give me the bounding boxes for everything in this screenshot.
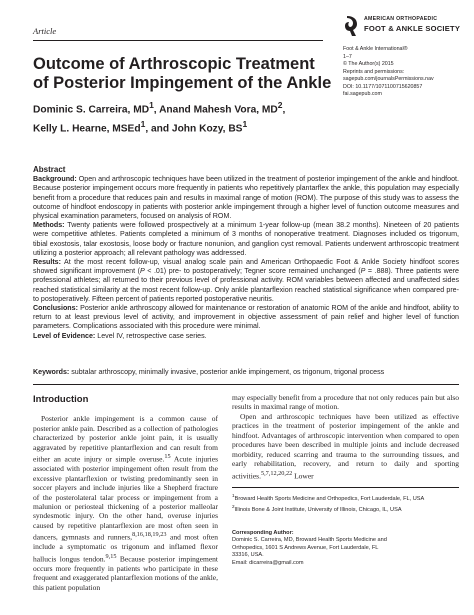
section-text: Level IV, retrospective case series.	[97, 331, 207, 340]
p-value-symbol: P	[139, 267, 145, 276]
body-paragraph: may especially benefit from a procedure that not only reduces pain but also results in maximal range of motion.	[232, 393, 459, 412]
abstract-results	[33, 258, 459, 304]
section-text: Twenty patients were followed prospectively at a minimum 1-year follow-up (mean 38.2 months). Nineteen of 20 patients were competitive athletes. Patients completed a minimum of 3 months of nonoperative treatment. Diagnoses included os trigonum, tibial exostosis, talar exostosis, loose body or fracture nonunion, and ganglion cyst removal. Patients underwent arthroscopic treatment utilizing a posterior approach; all relevant pathology was addressed.	[33, 221, 460, 257]
affiliation-mark: 1	[232, 493, 235, 498]
section-label: Conclusions:	[33, 304, 78, 313]
header-rule	[33, 40, 323, 41]
citation[interactable]: 5,7,12,20,22	[260, 469, 293, 477]
author-name: , Anand Mahesh Vora, MD	[153, 104, 278, 116]
section-text: At the most recent follow-up, visual analog scale pain and American Orthopaedic Foot & Ankle Society hindfoot scores showed significant improvement (	[33, 258, 459, 276]
affiliation-text: Broward Health Sports Medicine and Orthopedics, Fort Lauderdale, FL, USA	[234, 495, 425, 502]
abstract-methods	[33, 221, 459, 258]
author-name: Kelly L. Hearne, MSEd	[33, 123, 141, 135]
affiliation-mark: 2	[277, 100, 283, 110]
logo-text-line2: FOOT & ANKLE SOCIETY	[364, 24, 461, 33]
abstract-conclusions	[33, 304, 459, 332]
body-paragraph	[33, 414, 218, 592]
corresponding-author-line: Orthopedics, 1601 S Andrews Avenue, Fort Lauderdale, FL	[232, 544, 379, 551]
affiliation-mark: 1	[140, 119, 146, 130]
corresponding-author-email[interactable]: Email: dicarreira@gmail.com	[232, 559, 304, 566]
body-right-column	[232, 393, 459, 481]
section-label: Methods:	[33, 221, 65, 230]
introduction-heading: Introduction	[33, 394, 89, 405]
corresponding-author-heading: Corresponding Author:	[232, 530, 294, 536]
author-name: Dominic S. Carreira, MD	[33, 104, 150, 116]
logo-text-line1: AMERICAN ORTHOPAEDIC	[364, 16, 438, 22]
affiliation-1	[232, 492, 459, 503]
paragraph-text: Lower	[292, 471, 314, 481]
section-text: < .01) pre- to postoperatively; Tegner score remained unchanged (	[144, 267, 361, 276]
paragraph-text: Acute injuries associated with posterior impingement often result from the excessive plantarflexion or twisting predominantly seen in soccer players and include injuries like a Shepherd fracture of the posterolateral talar process or impingement from a malunion or periosteal thickening of a posterior malleolar syndesmotic injury. On the other hand, overuse injuries caused by repetitive plantarflexion are most often seen in dancers, gymnasts and runners,	[33, 454, 218, 542]
journal-logo	[343, 14, 468, 40]
paragraph-text: Because posterior impingement occurs more frequently in patients who participate in these frequent and exaggerated plantarflexion motions of the ankle, this patient population	[33, 554, 218, 592]
page-range: 1–7	[343, 53, 352, 60]
paragraph-text: Posterior ankle impingement is a common cause of posterior ankle pain. Described as a collection of pathologies characterized by posterior ankle joint pain, it is usually aggravated by repetitive plantarflexion and can result from either an acute injury or simple overuse.	[33, 414, 218, 464]
citation[interactable]: 15	[164, 453, 171, 461]
author-separator: ,	[282, 104, 286, 116]
article-title: Outcome of Arthroscopic Treatment of Posterior Impingement of the Ankle	[33, 55, 332, 92]
copyright: © The Author(s) 2015	[343, 61, 394, 67]
affiliation-2	[232, 503, 459, 514]
section-label: Results:	[33, 258, 61, 267]
keywords-text: subtalar arthroscopy, minimally invasive, posterior ankle impingement, os trigonum, trigonal process	[71, 368, 385, 376]
section-text: Open and arthroscopic techniques have been utilized in the treatment of posterior impingement of the ankle and hindfoot. Because posterior impingement occurs more frequently in patients who repetitively plantarflex the ankle, this population may especially benefit from a procedure that reduces pain and results in maximal range of motion (ROM). The purpose of this study was to assess the outcome of hindfoot endoscopy in patients with posterior ankle impingement through a higher level of function outcome measures and physical examination parameters, focused on analysis of ROM.	[33, 175, 459, 221]
author-list	[33, 98, 333, 137]
affiliation-mark: 1	[149, 100, 154, 110]
keywords	[33, 368, 459, 377]
corresponding-author-line: Dominic S. Carreira, MD, Broward Health Sports Medicine and	[232, 537, 387, 544]
footnote-rule	[232, 487, 459, 488]
journal-name: Foot & Ankle International®	[343, 46, 408, 52]
body-left-column	[33, 395, 218, 592]
author-name: , and John Kozy, BS	[145, 123, 243, 135]
abstract-background	[33, 175, 459, 221]
abstract	[33, 165, 459, 341]
citation[interactable]: 9,15	[105, 552, 117, 560]
section-text: = .888). Three patients were professional athletes; all returned to their previous level of professional activity. ROM variables between affected and unaffected sides reached statistical similarity at the most recent follow-up. Only ankle plantarflexion reached statistical significance when compared pre- to postoperatively. Fifteen percent of patients reported postoperative neuritis.	[33, 267, 459, 303]
section-rule	[33, 384, 459, 385]
body-paragraph	[232, 412, 459, 481]
affiliation-mark: 2	[232, 504, 235, 510]
section-label: Background:	[33, 175, 77, 184]
paragraph-text: and most often include a symptomatic os trigonum and inflamed flexor hallucis longus tendon.	[33, 532, 219, 564]
p-value-symbol: P	[360, 267, 366, 276]
corresponding-author-line: 33316, USA.	[232, 552, 264, 559]
affiliations	[232, 492, 459, 515]
section-label: Level of Evidence:	[33, 331, 96, 340]
paragraph-text: Open and arthroscopic techniques have been utilized as effective practices in the treatment of posterior impingement of the ankle and hindfoot. Advantages of arthroscopic intervention when compared to open procedures have been described in multiple joints and include decreased morbidity, reduced scarring and trauma to the surrounding tissues, and early rehabilitation, recovery, and return to daily and sporting activities.	[232, 411, 459, 481]
affiliation-text: Illinois Bone & Joint Institute, University of Illinois, Chicago, IL, USA	[234, 507, 402, 514]
corresponding-author	[232, 530, 459, 567]
journal-site-link[interactable]: fai.sagepub.com	[343, 91, 382, 97]
affiliation-mark: 1	[242, 119, 248, 130]
section-text: Posterior ankle arthroscopy allowed for maintenance or restoration of anatomic ROM of the ankle and hindfoot, ability to return to at least previous level of activity, and improvement in objective assessment of pain relief and higher level of function parameters. Complications associated with this procedure were minimal.	[33, 304, 459, 331]
reprints-label: Reprints and permissions:	[343, 68, 405, 75]
keywords-label: Keywords:	[33, 368, 70, 376]
doi[interactable]: DOI: 10.1177/1071100715620857	[343, 83, 423, 90]
article-type-label: Article	[33, 26, 57, 36]
aofas-logo-icon	[343, 15, 361, 37]
abstract-heading: Abstract	[33, 165, 66, 174]
abstract-level-of-evidence	[33, 332, 459, 341]
journal-info	[343, 46, 468, 99]
citation[interactable]: 8,16,18,19,23	[132, 531, 167, 539]
permissions-link[interactable]: sagepub.com/journalsPermissions.nav	[343, 76, 434, 82]
